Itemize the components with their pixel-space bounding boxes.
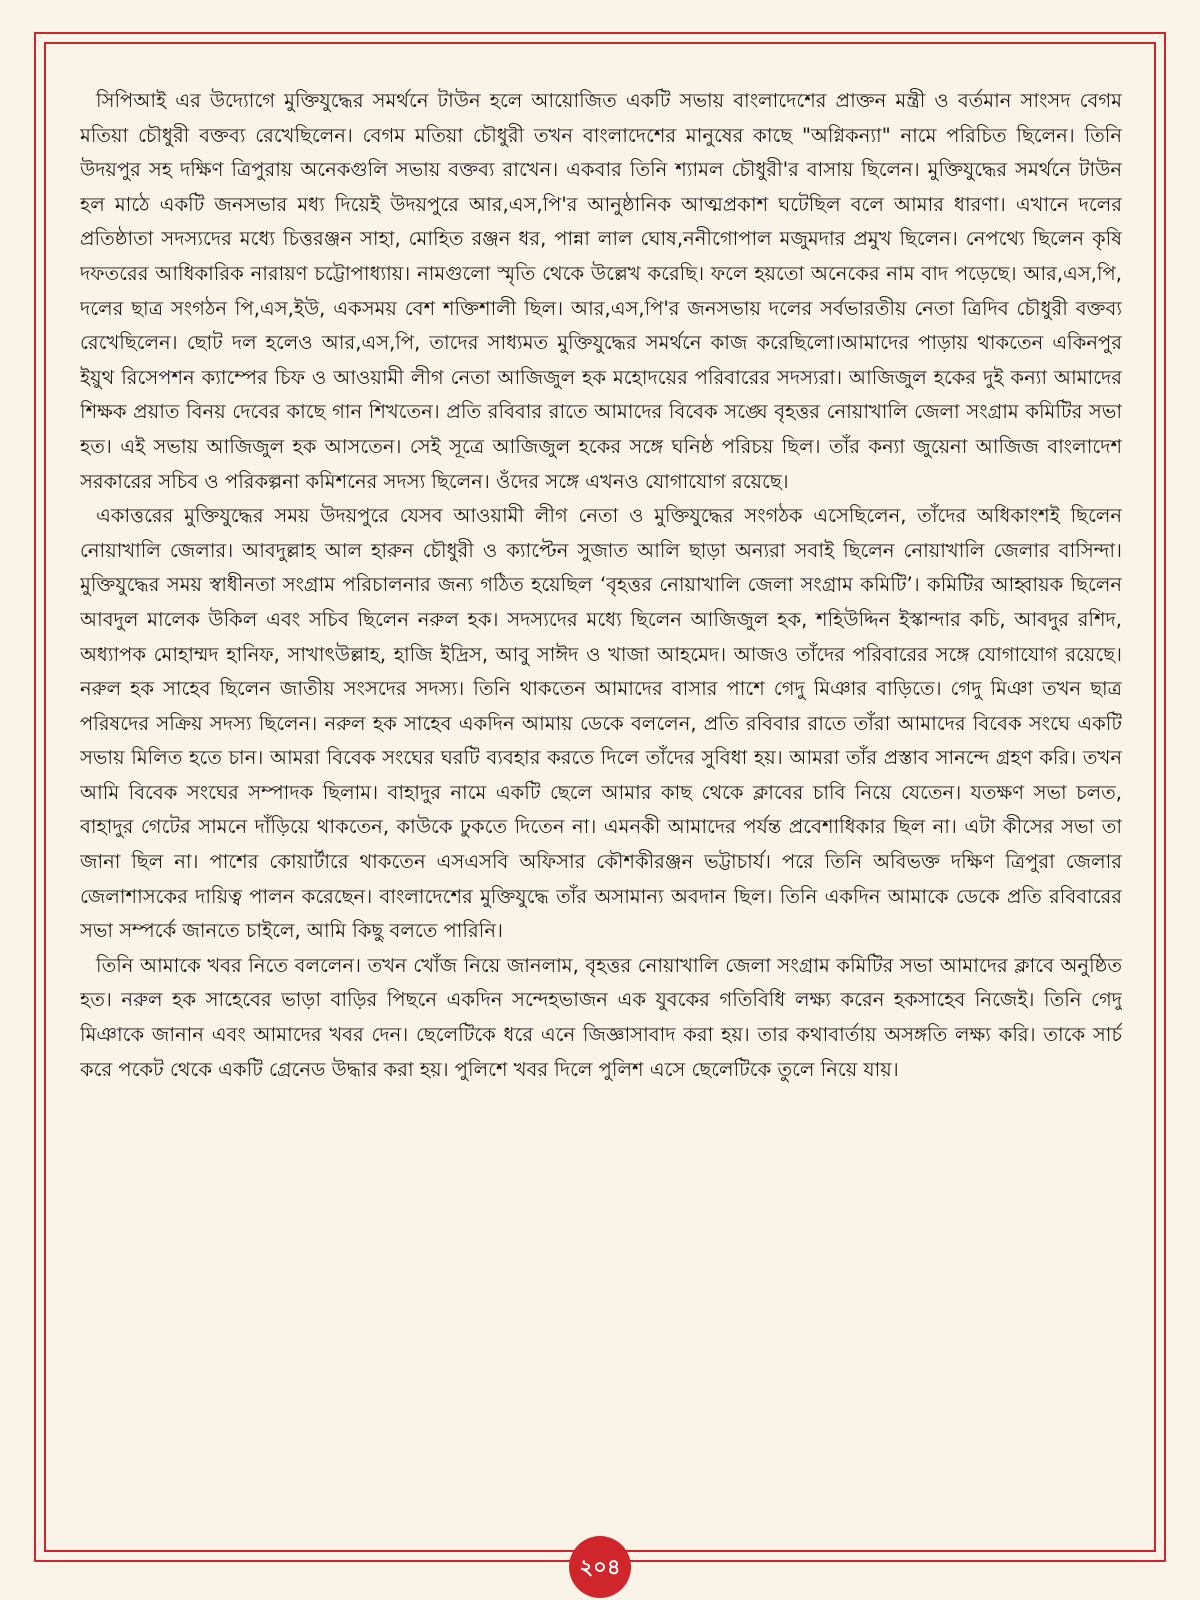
paragraph-3: তিনি আমাকে খবর নিতে বললেন। তখন খোঁজ নিয়ে জানলাম, বৃহত্তর নোয়াখালি জেলা সংগ্রাম কমিটির সভা আমাদের ক্লাবে অনুষ্ঠিত হত। নরুল হক সাহেবের ভাড়া বাড়ির পিছনে একদিন সন্দেহভাজন এক যুবকের গতিবিধি লক্ষ্য করেন হকসাহেব নিজেই। তিনি গেদু মিঞাকে জানান এবং আমাদের খবর দেন। ছেলেটিকে ধরে এনে জিজ্ঞাসাবাদ করা হয়। তার কথাবার্তায় অসঙ্গতি লক্ষ্য করি। তাকে সার্চ করে পকেট থেকে একটি গ্রেনেড উদ্ধার করা হয়। পুলিশে খবর দিলে পুলিশ এসে ছেলেটিকে তুলে নিয়ে যায়। — [80, 953, 1122, 1081]
body-text — [80, 84, 1122, 1504]
page-number-badge: ২০৪ — [569, 1536, 631, 1598]
paragraph-1: সিপিআই এর উদ্যোগে মুক্তিযুদ্ধের সমর্থনে টাউন হলে আয়োজিত একটি সভায় বাংলাদেশের প্রাক্তন মন্ত্রী ও বর্তমান সাংসদ বেগম মতিয়া চৌধুরী বক্তব্য রেখেছিলেন। বেগম মতিয়া চৌধুরী তখন বাংলাদেশের মানুষের কাছে "অগ্নিকন্যা" নামে পরিচিত ছিলেন। তিনি উদয়পুর সহ দক্ষিণ ত্রিপুরায় অনেকগুলি সভায় বক্তব্য রাখেন। একবার তিনি শ্যামল চৌধুরী'র বাসায় ছিলেন। মুক্তিযুদ্ধের সমর্থনে টাউন হল মাঠে একটি জনসভার মধ্য দিয়েই উদয়পুরে আর,এস,পি'র আনুষ্ঠানিক আত্মপ্রকাশ ঘটেছিল বলে আমার ধারণা। এখানে দলের প্রতিষ্ঠাতা সদস্যদের মধ্যে চিত্তরঞ্জন সাহা, মোহিত রঞ্জন ধর, পান্না লাল ঘোষ,ননীগোপাল মজুমদার প্রমুখ ছিলেন। নেপথ্যে ছিলেন কৃষি দফতরের আধিকারিক নারায়ণ চট্টোপাধ্যায়। নামগুলো স্মৃতি থেকে উল্লেখ করেছি। ফলে হয়তো অনেকের নাম বাদ পড়েছে। আর,এস,পি, দলের ছাত্র সংগঠন পি,এস,ইউ, একসময় বেশ শক্তিশালী ছিল। আর,এস,পি'র জনসভায় দলের সর্বভারতীয় নেতা ত্রিদিব চৌধুরী বক্তব্য রেখেছিলেন। ছোট দল হলেও আর,এস,পি, তাদের সাধ্যমত মুক্তিযুদ্ধের সমর্থনে কাজ করেছিলো।আমাদের পাড়ায় থাকতেন একিনপুর ইয়ুথ রিসেপশন ক্যাম্পের চিফ ও আওয়ামী লীগ নেতা আজিজুল হক মহোদয়ের পরিবারের সদস্যরা। আজিজুল হকের দুই কন্যা আমাদের শিক্ষক প্রয়াত বিনয় দেবের কাছে গান শিখতেন। প্রতি রবিবার রাতে আমাদের বিবেক সঙ্ঘে বৃহত্তর নোয়াখালি জেলা সংগ্রাম কমিটির সভা হত। এই সভায় আজিজুল হক আসতেন। সেই সূত্রে আজিজুল হকের সঙ্গে ঘনিষ্ঠ পরিচয় ছিল। তাঁর কন্যা জুয়েনা আজিজ বাংলাদেশ সরকারের সচিব ও পরিকল্পনা কমিশনের সদস্য ছিলেন। ওঁদের সঙ্গে এখনও যোগাযোগ রয়েছে। — [80, 89, 1122, 493]
paragraph-2: একাত্তরের মুক্তিযুদ্ধের সময় উদয়পুরে যেসব আওয়ামী লীগ নেতা ও মুক্তিযুদ্ধের সংগঠক এসেছিলেন, তাঁদের অধিকাংশই ছিলেন নোয়াখালি জেলার। আবদুল্লাহ আল হারুন চৌধুরী ও ক্যাপ্টেন সুজাত আলি ছাড়া অন্যরা সবাই ছিলেন নোয়াখালি জেলার বাসিন্দা। মুক্তিযুদ্ধের সময় স্বাধীনতা সংগ্রাম পরিচালনার জন্য গঠিত হয়েছিল ‘বৃহত্তর নোয়াখালি জেলা সংগ্রাম কমিটি’। কমিটির আহ্বায়ক ছিলেন আবদুল মালেক উকিল এবং সচিব ছিলেন নরুল হক। সদস্যদের মধ্যে ছিলেন আজিজুল হক, শহিউদ্দিন ইস্কান্দার কচি, আবদুর রশিদ, অধ্যাপক মোহাম্মদ হানিফ, সাখাৎউল্লাহ, হাজি ইদ্রিস, আবু সাঈদ ও খাজা আহমেদ। আজও তাঁদের পরিবারের সঙ্গে যোগাযোগ রয়েছে। নরুল হক সাহেব ছিলেন জাতীয় সংসদের সদস্য। তিনি থাকতেন আমাদের বাসার পাশে গেদু মিঞার বাড়িতে। গেদু মিঞা তখন ছাত্র পরিষদের সক্রিয় সদস্য ছিলেন। নরুল হক সাহেব একদিন আমায় ডেকে বললেন, প্রতি রবিবার রাতে তাঁরা আমাদের বিবেক সংঘে একটি সভায় মিলিত হতে চান। আমরা বিবেক সংঘের ঘরটি ব্যবহার করতে দিলে তাঁদের সুবিধা হয়। আমরা তাঁর প্রস্তাব সানন্দে গ্রহণ করি। তখন আমি বিবেক সংঘের সম্পাদক ছিলাম। বাহাদুর নামে একটি ছেলে আমার কাছ থেকে ক্লাবের চাবি নিয়ে যেতেন। যতক্ষণ সভা চলত, বাহাদুর গেটের সামনে দাঁড়িয়ে থাকতেন, কাউকে ঢুকতে দিতেন না। এমনকী আমাদের পর্যন্ত প্রবেশাধিকার ছিল না। এটা কীসের সভা তা জানা ছিল না। পাশের কোয়ার্টারে থাকতেন এসএসবি অফিসার কৌশকীরঞ্জন ভট্টাচার্য। পরে তিনি অবিভক্ত দক্ষিণ ত্রিপুরা জেলার জেলাশাসকের দায়িত্ব পালন করেছেন। বাংলাদেশের মুক্তিযুদ্ধে তাঁর অসামান্য অবদান ছিল। তিনি একদিন আমাকে ডেকে প্রতি রবিবারের সভা সম্পর্কে জানতে চাইলে, আমি কিছু বলতে পারিনি। — [80, 504, 1122, 943]
